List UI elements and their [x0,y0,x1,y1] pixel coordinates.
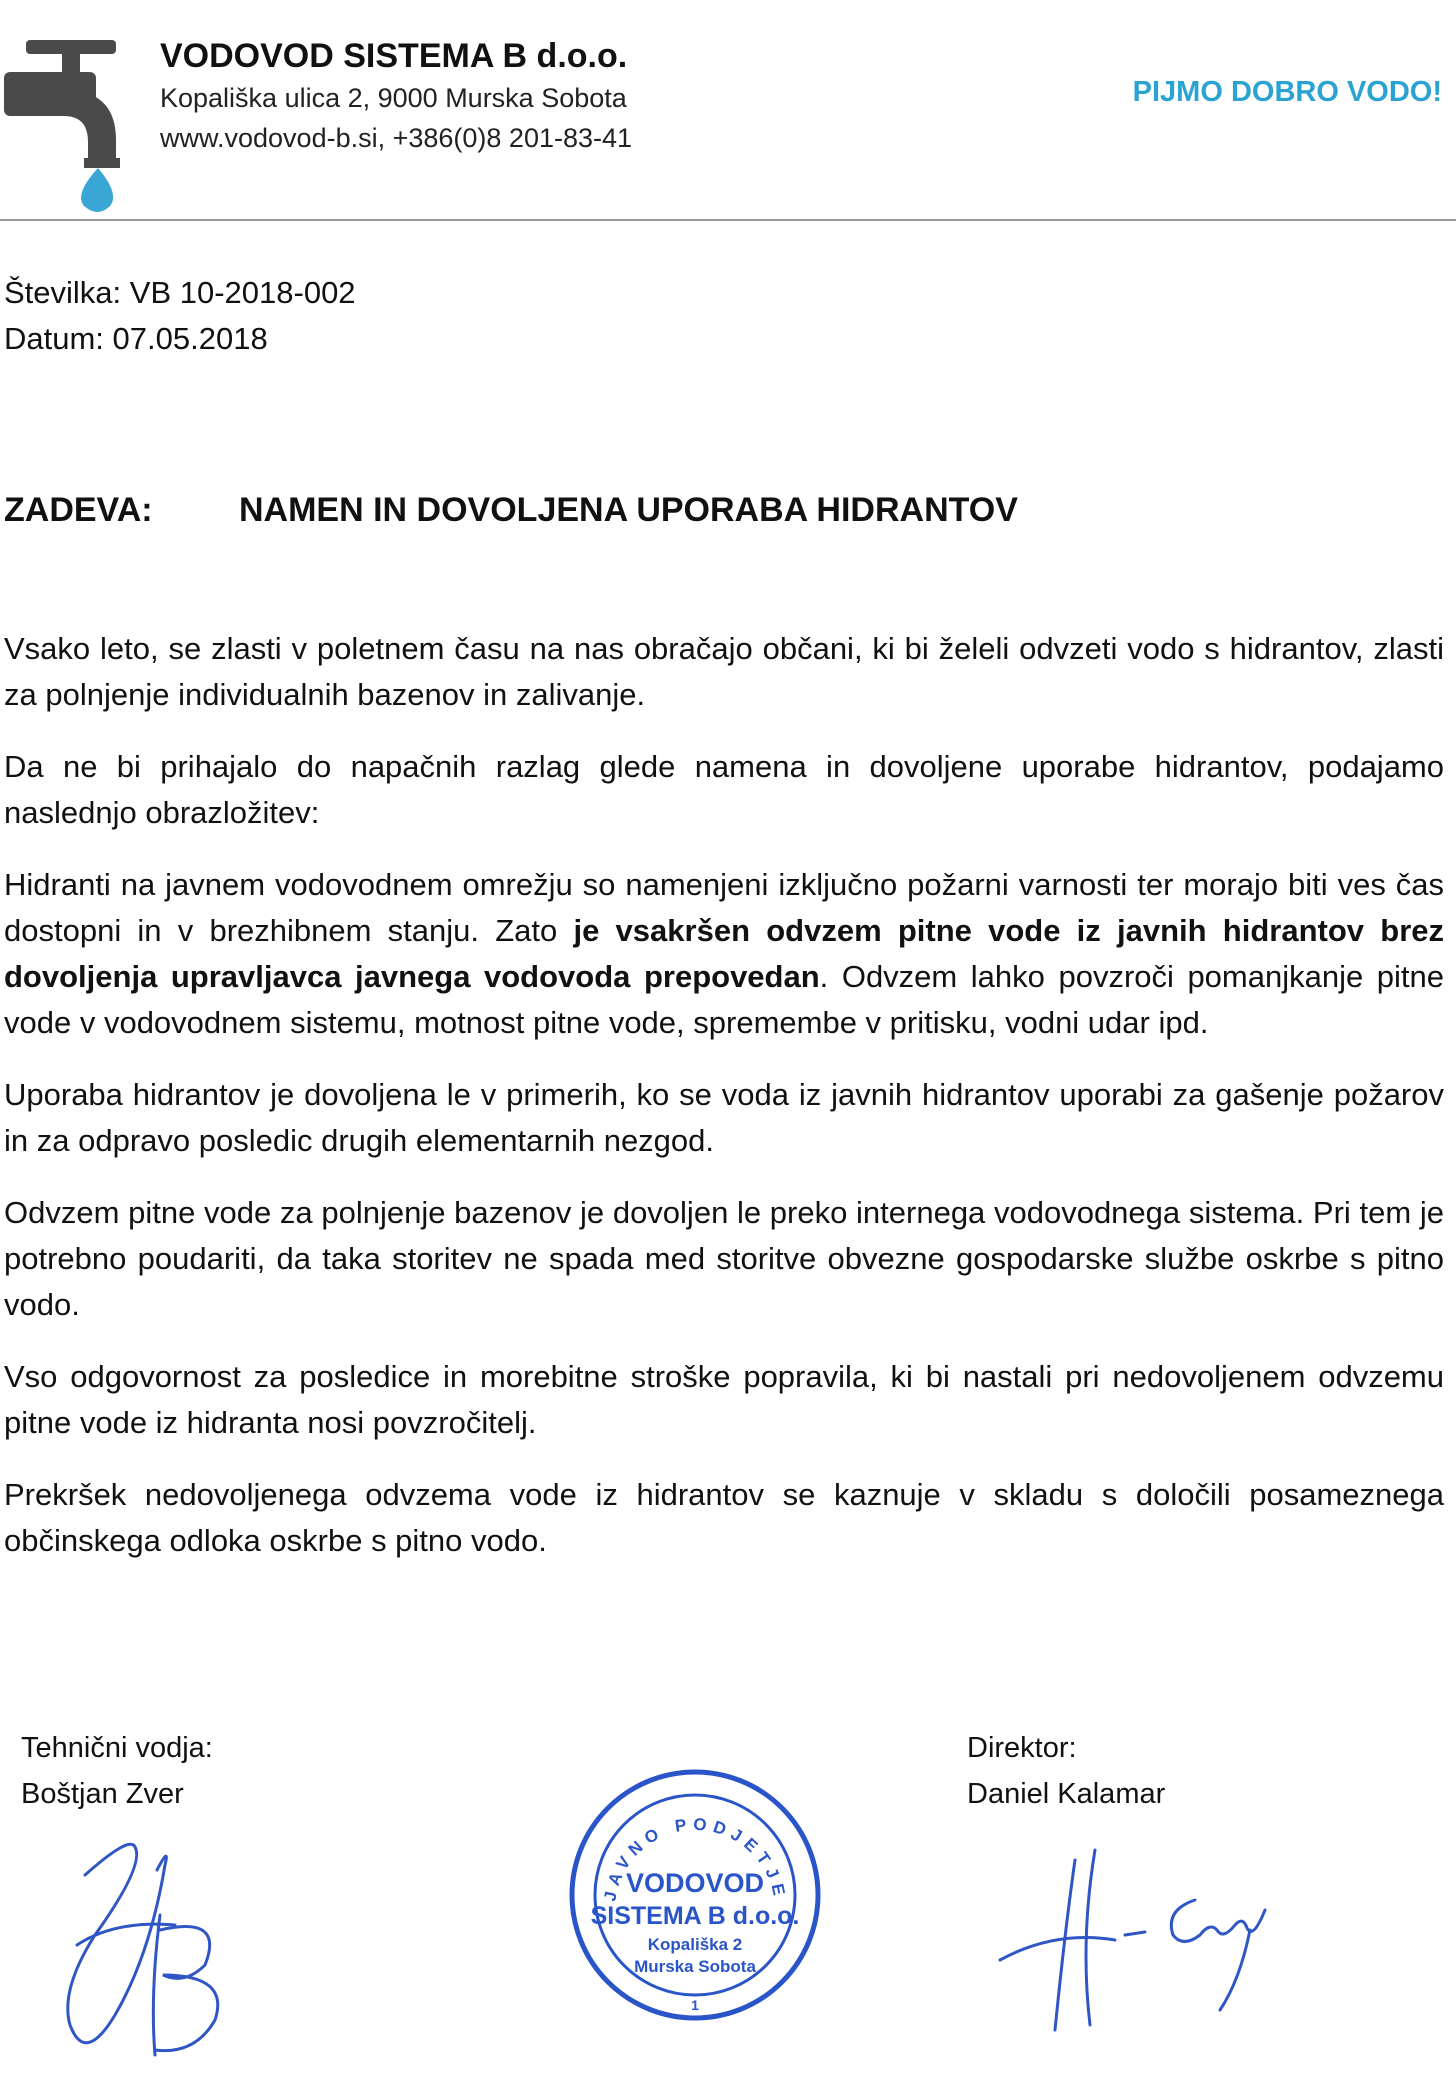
signature-block-left [21,1725,213,1817]
company-address: Kopališka ulica 2, 9000 Murska Sobota [160,83,627,113]
header-divider [0,219,1456,221]
subject-line [4,491,1018,530]
company-block [160,34,632,158]
stamp-line-4: Murska Sobota [634,1957,756,1976]
paragraph-4: Uporaba hidrantov je dovoljena le v primerih, ko se voda iz javnih hidrantov uporabi za gašenje požarov in za odpravo posledic drugih elementarnih nezgod. [4,1077,1444,1158]
stamp-ring-text: JAVNO PODJETJE [600,1814,790,1903]
signature-right [995,1840,1285,2055]
stamp-line-2: SISTEMA B d.o.o. [590,1902,800,1930]
paragraph-3-emphasis: je vsakršen odvzem pitne vode iz javnih hidrantov brez dovoljenja upravljavca javnega vodovoda prepovedan [4,913,1444,994]
water-tap-icon [4,30,134,221]
stamp-number: 1 [691,1997,699,2013]
paragraph-6: Vso odgovornost za posledice in morebitne stroške popravila, ki bi nastali pri nedovoljenem odvzemu pitne vode iz hidranta nosi povzročitelj. [4,1359,1444,1440]
paragraph-7: Prekršek nedovoljenega odvzema vode iz hidrantov se kaznuje v skladu s določili posameznega občinskega odloka oskrbe s pitno vodo. [4,1477,1444,1558]
document-number: Številka: VB 10-2018-002 [4,275,356,310]
paragraph-3 [4,862,1444,1046]
paragraph-5: Odvzem pitne vode za polnjenje bazenov je dovoljen le preko internega vodovodnega sistema. Pri tem je potrebno poudariti, da taka storitev ne spada med storitve obvezne gospodarske službe oskrbe s pitno vodo. [4,1195,1444,1322]
paragraph-3-end: . Odvzem lahko povzroči pomanjkanje pitne vode v vodovodnem sistemu, motnost pitne vode, spremembe v pritisku, vodni udar ipd. [4,959,1444,1040]
company-stamp [560,1760,830,2035]
signature-block-right [967,1725,1165,1817]
signature-left [55,1825,245,2080]
letter-body [4,626,1444,1590]
company-name: VODOVOD SISTEMA B d.o.o. [160,37,628,75]
right-signatory-name: Daniel Kalamar [967,1778,1166,1810]
paragraph-2: Da ne bi prihajalo do napačnih razlag glede namena in dovoljene uporabe hidrantov, podajamo naslednjo obrazložitev: [4,749,1444,830]
left-signatory-name: Boštjan Zver [21,1778,184,1810]
slogan: PIJMO DOBRO VODO! [1132,76,1442,108]
subject-title: NAMEN IN DOVOLJENA UPORABA HIDRANTOV [239,491,1018,529]
company-contact: www.vodovod-b.si, +386(0)8 201-83-41 [160,123,633,153]
subject-label: ZADEVA: [4,491,153,529]
document-meta [4,270,356,362]
left-signatory-title: Tehnični vodja: [21,1732,213,1764]
document-date: Datum: 07.05.2018 [4,321,268,356]
stamp-line-1: VODOVOD [625,1868,765,1898]
paragraph-1: Vsako leto, se zlasti v poletnem času na nas obračajo občani, ki bi želeli odvzeti vodo s hidrantov, zlasti za polnjenje individualnih bazenov in zalivanje. [4,631,1444,712]
paragraph-3-start: Hidranti na javnem vodovodnem omrežju so namenjeni izključno požarni varnosti ter morajo biti ves čas dostopni in v brezhibnem stanju. Zato [4,867,1444,948]
right-signatory-title: Direktor: [967,1732,1077,1764]
stamp-line-3: Kopališka 2 [647,1935,743,1954]
